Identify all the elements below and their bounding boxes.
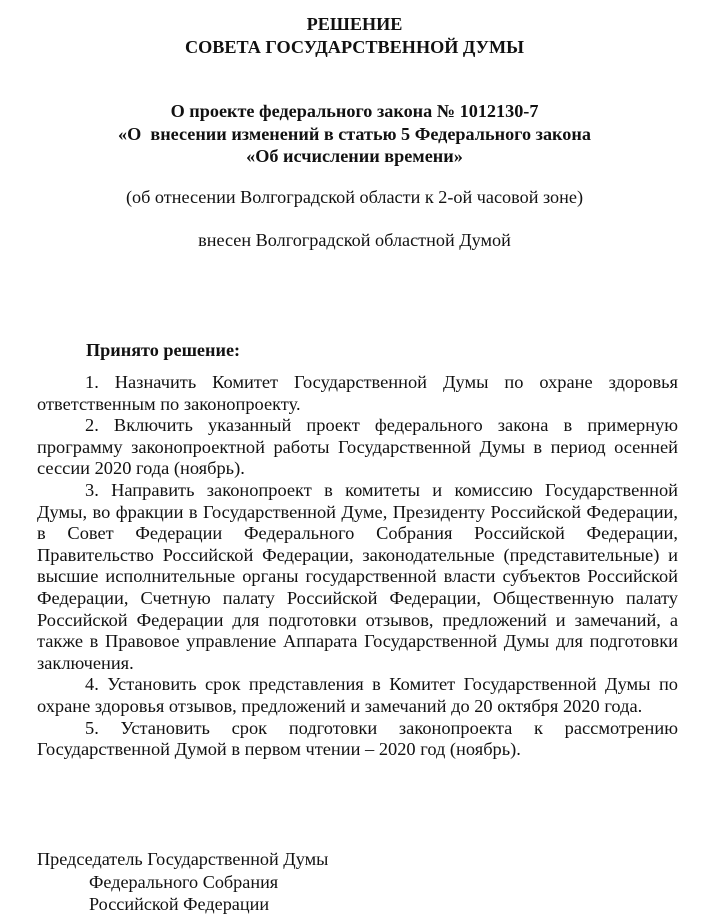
item-number: 1.: [85, 372, 99, 392]
decision-item-5: [37, 718, 678, 761]
document-title: [0, 13, 709, 58]
introduced-by: внесен Волгоградской областной Думой: [198, 230, 511, 250]
project-title-line-2: «О внесении изменений в статью 5 Федерального закона: [118, 123, 591, 144]
signature-line-2: Федерального Собрания: [89, 871, 279, 892]
project-title-line-3: «Об исчислении времени»: [246, 146, 463, 166]
document-subtitle: (об отнесении Волгоградской области к 2-ой часовой зоне): [125, 187, 584, 207]
decision-item-3: [37, 480, 678, 674]
item-text: Установить срок подготовки законопроекта к рассмотрению Государственной Думой в первом чтении – 2020 год (ноябрь).: [37, 717, 678, 760]
item-text: Назначить Комитет Государственной Думы по охране здоровья ответственным по законопроекту.: [37, 372, 678, 414]
decision-item-4: [37, 674, 678, 717]
item-text: Включить указанный проект федерального закона в примерную программу законопроектной работы Государственной Думы в период осенней сессии 2020 года (ноябрь).: [37, 415, 678, 479]
item-text: Установить срок представления в Комитет Государственной Думы по охране здоровья отзывов, предложений и замечаний до 20 октября 2020 года.: [37, 674, 678, 716]
title-line-council: СОВЕТА ГОСУДАРСТВЕННОЙ ДУМЫ: [184, 36, 525, 57]
signature-line-3: Российской Федерации: [89, 894, 270, 914]
item-number: 4.: [85, 674, 99, 695]
item-text: Направить законопроект в комитеты и комиссию Государственной Думы, во фракции в Государственной Думе, Президенту Российской Федерации, в Совет Федерации Федерального Собрания Российской Федерации, Правительство Российской Федерации, законодательные (представительные) и высшие исполнительные органы государственной власти субъектов Российской Федерации, Счетную палату Российской Федерации, Общественную палату Российской Федерации для подготовки отзывов, предложений и замечаний, а также в Правовое управление Аппарата Государственной Думы для подготовки заключения.: [37, 479, 678, 673]
item-number: 2.: [85, 415, 99, 436]
decision-heading: Принято решение:: [86, 340, 241, 360]
item-number: 5.: [85, 717, 99, 738]
decision-item-1: [37, 372, 678, 415]
title-line-decision: РЕШЕНИЕ: [306, 14, 403, 34]
decision-item-2: [37, 415, 678, 480]
decision-items: [37, 372, 678, 761]
signature-block: [37, 848, 328, 916]
project-title-line-1: О проекте федерального закона № 1012130-7: [170, 101, 539, 121]
item-number: 3.: [85, 479, 99, 500]
signature-line-1: Председатель Государственной Думы: [37, 849, 329, 869]
project-title: [0, 100, 709, 168]
